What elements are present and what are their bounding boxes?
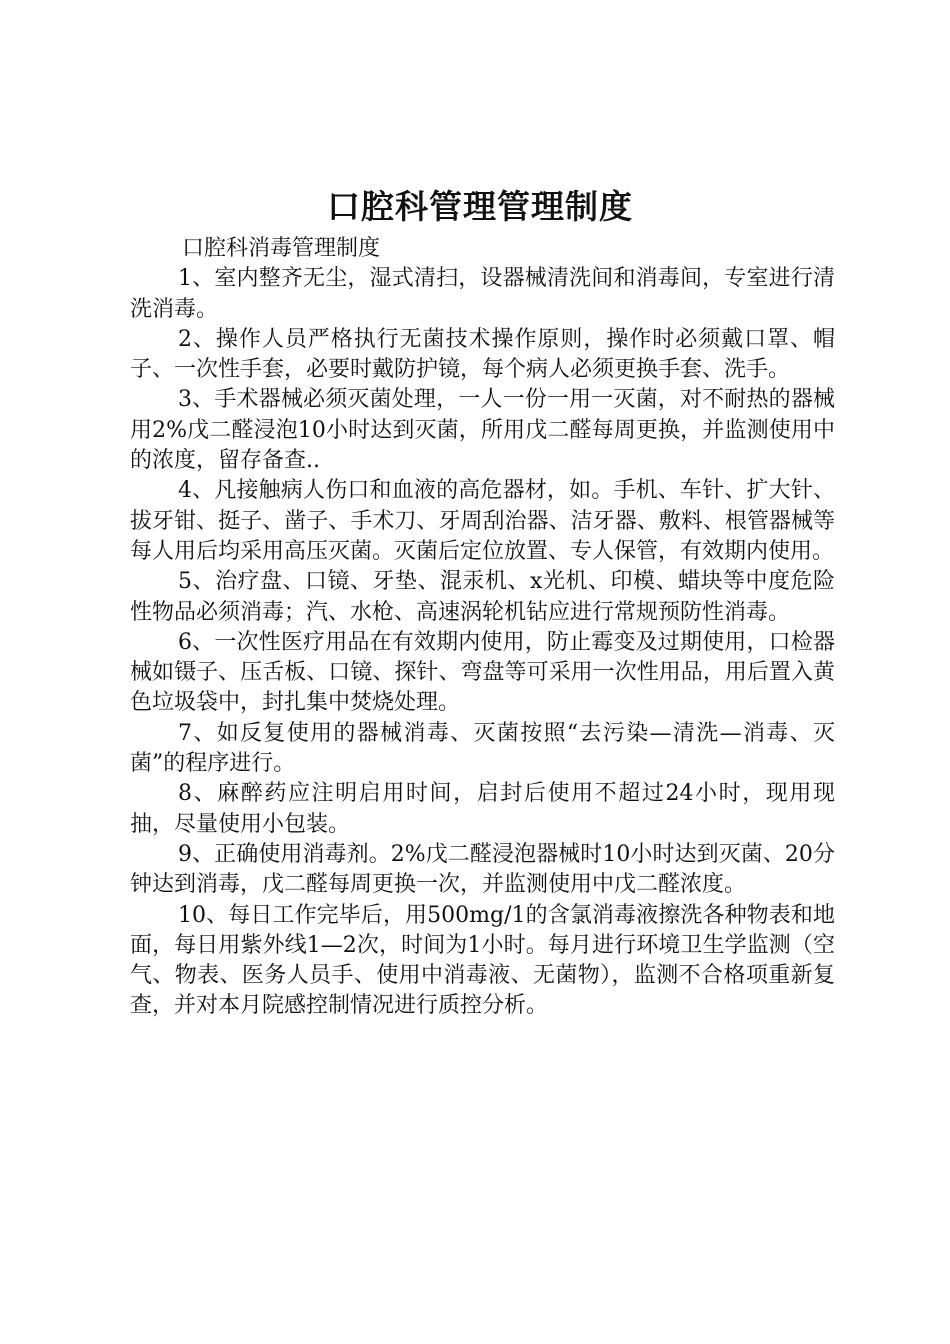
paragraph-4: 4、凡接触病人伤口和血液的高危器材，如。手机、车针、扩大针、拔牙钳、挺子、凿子、手术刀、牙周刮治器、洁牙器、敷料、根管器械等每人用后均采用高压灭菌。灭菌后定位放置、专人保管，有效期内使用。 bbox=[130, 478, 835, 564]
paragraph-8: 8、麻醉药应注明启用时间，启封后使用不超过24小时，现用现抽，尽量使用小包装。 bbox=[130, 781, 835, 837]
paragraph-7: 7、如反复使用的器械消毒、灭菌按照“去污染—清洗—消毒、灭菌”的程序进行。 bbox=[130, 720, 835, 777]
paragraph-5: 5、治疗盘、口镜、牙垫、混汞机、x光机、印模、蜡块等中度危险性物品必须消毒；汽、水枪、高速涡轮机钻应进行常规预防性消毒。 bbox=[130, 569, 835, 625]
paragraph-1: 1、室内整齐无尘，湿式清扫，设器械清洗间和消毒间，专室进行清洗消毒。 bbox=[130, 266, 835, 322]
paragraph-9: 9、正确使用消毒剂。2%戊二醛浸泡器械时10小时达到灭菌、20分钟达到消毒，戊二醛每周更换一次，并监测使用中戊二醛浓度。 bbox=[130, 841, 835, 898]
document-body bbox=[130, 234, 835, 1022]
section-heading: 口腔科消毒管理制度 bbox=[182, 236, 381, 261]
paragraph-2: 2、操作人员严格执行无菌技术操作原则，操作时必须戴口罩、帽子、一次性手套，必要时戴防护镜，每个病人必须更换手套、洗手。 bbox=[130, 326, 835, 383]
paragraph-3: 3、手术器械必须灭菌处理，一人一份一用一灭菌，对不耐热的器械用2%戊二醛浸泡10小时达到灭菌，所用戊二醛每周更换，并监测使用中的浓度，留存备查.. bbox=[130, 387, 835, 474]
paragraph-6: 6、一次性医疗用品在有效期内使用，防止霉变及过期使用，口检器械如镊子、压舌板、口镜、探针、弯盘等可采用一次性用品，用后置入黄色垃圾袋中，封扎集中焚烧处理。 bbox=[130, 629, 835, 716]
document-title: 口腔科管理管理制度 bbox=[327, 187, 633, 226]
paragraph-10: 10、每日工作完毕后，用500mg/1的含氯消毒液擦洗各种物表和地面，每日用紫外线1—2次，时间为1小时。每月进行环境卫生学监测（空气、物表、医务人员手、使用中消毒液、无菌物），监测不合格项重新复查，并对本月院感控制情况进行质控分析。 bbox=[130, 902, 835, 1019]
